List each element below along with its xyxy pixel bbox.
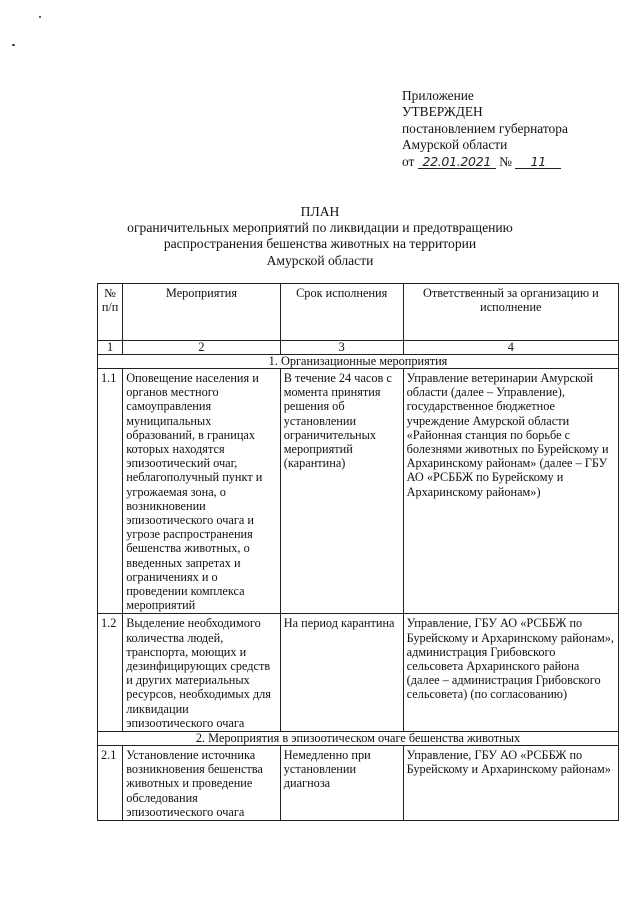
table-row: [98, 746, 619, 821]
section-title: 2. Мероприятия в эпизоотическом очаге бешенства животных: [98, 732, 619, 746]
header-row: [98, 284, 619, 341]
table-row: [98, 614, 619, 732]
header-num: № п/п: [98, 284, 123, 341]
date-value: 22.01.2021: [422, 153, 492, 169]
date-label: от: [402, 153, 415, 169]
document-title: [100, 204, 540, 269]
title-line-2: распространения бешенства животных на территории: [163, 236, 477, 252]
row-number: 1.2: [98, 614, 123, 732]
approval-block: [402, 88, 622, 170]
row-event: Установление источника возникновения бешенства животных и проведение обследования эпизоотического очага: [123, 746, 281, 821]
table-row: [98, 369, 619, 614]
column-number: 4: [403, 341, 618, 355]
row-deadline: В течение 24 часов с момента принятия решения об установлении ограничительных мероприятий (карантина): [280, 369, 403, 614]
row-responsible: Управление ветеринарии Амурской области (далее – Управление), государственное бюджетное учреждение Амурской области «Районная станция по борьбе с болезнями животных по Бурейскому и Архаринскому районам» (далее – ГБУ АО «РСББЖ по Бурейскому и Архаринскому районам»): [403, 369, 618, 614]
approval-approved: УТВЕРЖДЕН: [402, 104, 483, 120]
header-responsible: Ответственный за организацию и исполнение: [403, 284, 618, 341]
row-deadline: Немедленно при установлении диагноза: [280, 746, 403, 821]
title-line-1: ограничительных мероприятий по ликвидации и предотвращению: [127, 220, 513, 236]
row-number: 1.1: [98, 369, 123, 614]
number-label: №: [499, 153, 512, 169]
header-deadline: Срок исполнения: [280, 284, 403, 341]
section-row: [98, 355, 619, 369]
approval-date-line: [402, 154, 622, 170]
scan-speck: [12, 44, 15, 46]
row-event: Оповещение населения и органов местного самоуправления муниципальных образований, в границах которых находятся эпизоотический очаг, неблагополучный пункт и угрожаемая зона, о возникновении эпизоотического очага и угрозе распространения бешенства животных, о введенных запретах и ограничениях и о проведении комплекса мероприятий: [123, 369, 281, 614]
column-number: 1: [98, 341, 123, 355]
row-responsible: Управление, ГБУ АО «РСББЖ по Бурейскому и Архаринскому районам», администрация Грибовского сельсовета Архаринского района (далее – администрация Грибовского сельсовета) (по согласованию): [403, 614, 618, 732]
approval-appendix: Приложение: [402, 88, 474, 103]
row-event: Выделение необходимого количества людей, транспорта, моющих и дезинфицирующих средств и других материальных ресурсов, необходимых для ликвидации эпизоотического очага: [123, 614, 281, 732]
column-number: 3: [280, 341, 403, 355]
column-number-row: [98, 341, 619, 355]
row-deadline: На период карантина: [280, 614, 403, 732]
number-value: 11: [530, 153, 546, 169]
approval-region: Амурской области: [402, 137, 508, 153]
title-line-3: Амурской области: [266, 252, 374, 268]
scan-speck: [39, 16, 41, 18]
section-title: 1. Организационные мероприятия: [98, 355, 619, 369]
column-number: 2: [123, 341, 281, 355]
row-number: 2.1: [98, 746, 123, 821]
row-responsible: Управление, ГБУ АО «РСББЖ по Бурейскому и Архаринскому районам»: [403, 746, 618, 821]
header-event: Мероприятия: [123, 284, 281, 341]
approval-resolution: постановлением губернатора: [402, 120, 568, 136]
date-field: [418, 155, 496, 169]
plan-table: [97, 283, 619, 821]
number-field: [515, 155, 561, 169]
section-row: [98, 732, 619, 746]
title-heading: ПЛАН: [300, 204, 340, 219]
